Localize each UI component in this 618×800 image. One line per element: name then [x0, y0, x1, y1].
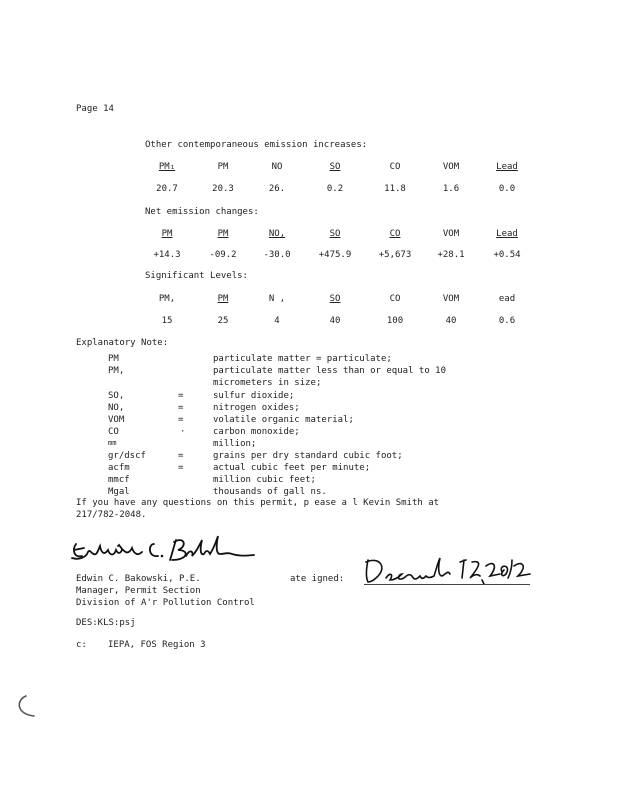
value-cell: -30.0 [263, 250, 291, 260]
net-changes-header-row [0, 229, 618, 243]
handwritten-date-image [362, 552, 542, 586]
header-cell: VOM [442, 229, 460, 239]
date-signed-label: ate igned: [290, 574, 345, 584]
header-cell: PM [161, 229, 173, 239]
term-def: sulfur dioxide; [213, 391, 295, 401]
term-abbr: Mgal [108, 487, 130, 497]
term-eq: · [180, 427, 186, 437]
term-eq: = [178, 451, 184, 461]
value-cell: +475.9 [318, 250, 352, 260]
term-def: volatile organic material; [213, 415, 354, 425]
value-cell: 20.7 [156, 184, 178, 194]
header-cell: PM [217, 162, 229, 172]
cc-value: IEPA, FOS Region 3 [108, 640, 206, 650]
term-eq: = [178, 415, 184, 425]
header-cell: Lead [496, 229, 518, 239]
header-cell: CO [389, 294, 401, 304]
value-cell: +0.54 [493, 250, 521, 260]
value-cell: 0.0 [498, 184, 516, 194]
cc-label: c: [76, 640, 87, 650]
value-cell: +5,673 [378, 250, 412, 260]
value-cell: 20.3 [212, 184, 234, 194]
term-def: actual cubic feet per minute; [213, 463, 371, 473]
term-abbr: PM [108, 354, 119, 364]
header-cell: VOM [442, 294, 460, 304]
term-abbr: SO, [108, 391, 125, 401]
page-label: Page 14 [76, 104, 114, 114]
term-eq: = [178, 463, 184, 473]
header-cell: PM₁ [158, 162, 176, 172]
term-abbr: CO [108, 427, 119, 437]
value-cell: -09.2 [209, 250, 237, 260]
value-cell: 100 [386, 316, 404, 326]
header-cell: CO [389, 229, 401, 239]
value-cell: 15 [161, 316, 173, 326]
header-cell: PM [217, 229, 229, 239]
value-cell: 40 [445, 316, 457, 326]
header-cell: Lead [496, 162, 518, 172]
significant-header-row [0, 294, 618, 308]
closing-line-1: If you have any questions on this permit, p ease a l Kevin Smith at [76, 498, 440, 508]
explanatory-item [0, 378, 618, 392]
explanatory-heading: Explanatory Note: [76, 338, 169, 348]
net-changes-heading: Net emission changes: [145, 207, 259, 217]
signer-title: Manager, Permit Section [76, 586, 201, 596]
term-def: carbon monoxide; [213, 427, 300, 437]
term-eq: = [178, 403, 184, 413]
value-cell: 1.6 [442, 184, 460, 194]
contemporaneous-value-row [0, 184, 618, 198]
header-cell: SO [329, 229, 341, 239]
value-cell: +28.1 [437, 250, 465, 260]
term-abbr: mmcf [108, 475, 130, 485]
term-abbr: acfm [108, 463, 130, 473]
header-cell: CO [389, 162, 401, 172]
term-def: million cubic feet; [213, 475, 316, 485]
term-abbr: mm [108, 439, 117, 447]
value-cell: 26. [268, 184, 286, 194]
header-cell: SO [329, 294, 341, 304]
value-cell: 0.6 [498, 316, 516, 326]
contemporaneous-heading: Other contemporaneous emission increases: [145, 140, 368, 150]
scan-artifact-mark [14, 694, 40, 720]
header-cell: ead [498, 294, 516, 304]
term-def: particulate matter = particulate; [213, 354, 392, 364]
closing-line-2: 217/782-2048. [76, 510, 147, 520]
term-def: million; [213, 439, 257, 449]
handwritten-signature-image [68, 522, 258, 568]
header-cell: PM, [158, 294, 176, 304]
term-def: grains per dry standard cubic foot; [213, 451, 403, 461]
header-cell: NO, [268, 229, 286, 239]
header-cell: SO [329, 162, 341, 172]
term-def: particulate matter less than or equal to 10 [213, 366, 446, 376]
initials: DES:KLS:psj [76, 618, 136, 628]
header-cell: PM [217, 294, 229, 304]
term-def: thousands of gall ns. [213, 487, 327, 497]
signer-name: Edwin C. Bakowski, P.E. [76, 574, 201, 584]
significant-heading: Significant Levels: [145, 271, 248, 281]
value-cell: 25 [217, 316, 229, 326]
value-cell: +14.3 [153, 250, 181, 260]
significant-value-row [0, 316, 618, 330]
value-cell: 11.8 [384, 184, 406, 194]
header-cell: NO [271, 162, 283, 172]
net-changes-value-row [0, 250, 618, 264]
term-def: nitrogen oxides; [213, 403, 300, 413]
term-eq: = [178, 391, 184, 401]
term-abbr: VOM [108, 415, 125, 425]
contemporaneous-header-row [0, 162, 618, 176]
term-abbr: PM, [108, 366, 125, 376]
value-cell: 0.2 [326, 184, 344, 194]
value-cell: 4 [274, 316, 280, 326]
header-cell: VOM [442, 162, 460, 172]
header-cell: N , [268, 294, 286, 304]
date-signed-line [364, 584, 530, 585]
signer-division: Division of A'r Pollution Control [76, 598, 255, 608]
term-def: micrometers in size; [213, 378, 322, 388]
value-cell: 40 [329, 316, 341, 326]
term-abbr: gr/dscf [108, 451, 146, 461]
term-abbr: NO, [108, 403, 125, 413]
